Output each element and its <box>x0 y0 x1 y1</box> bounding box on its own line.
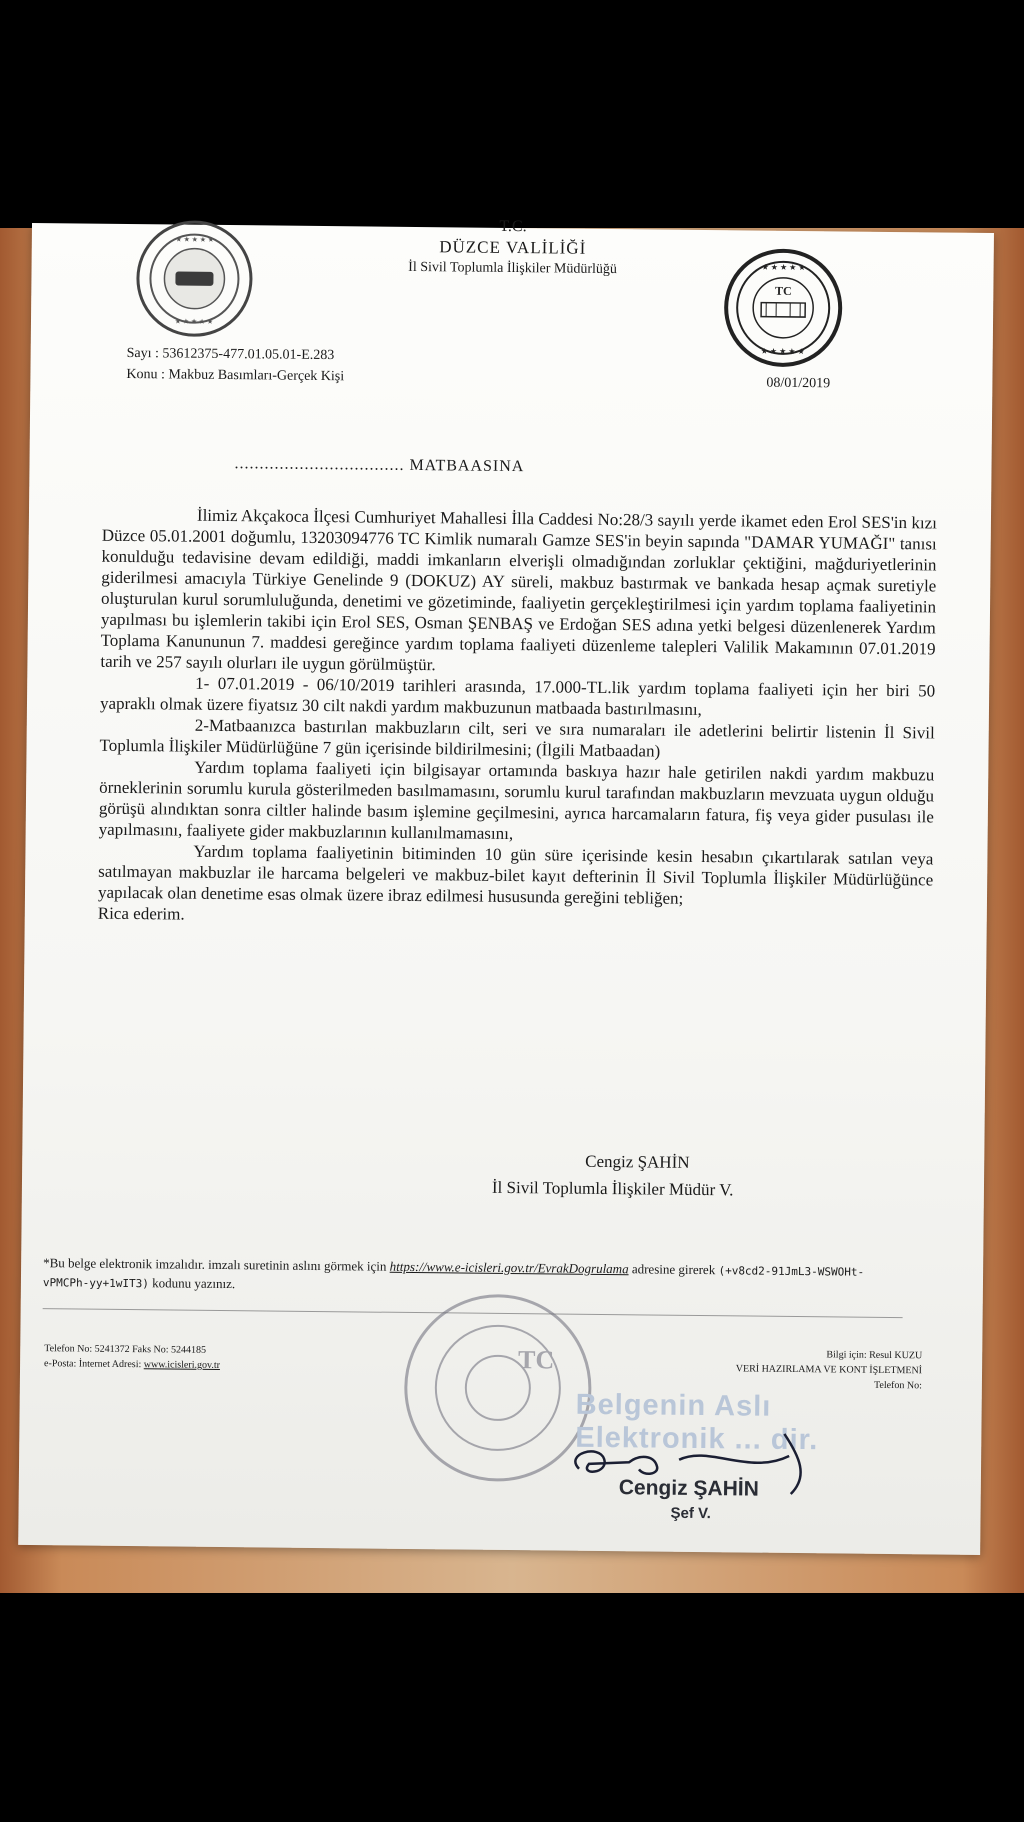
document-page <box>18 217 994 1555</box>
seal-text: TC <box>774 283 792 298</box>
subject-line: Konu : Makbuz Basımları-Gerçek Kişi <box>126 366 345 385</box>
footnote-suffix: kodunu yazınız. <box>148 1275 236 1292</box>
info-person: Bilgi için: Resul KUZU <box>826 1349 923 1362</box>
info-contact <box>640 1345 922 1393</box>
original-copy-stamp-line2: Elektronik ... dir. <box>575 1421 819 1457</box>
body-paragraph: Yardım toplama faaliyeti için bilgisayar ortamında baskıya hazır hale getirilen nakdi yardım makbuzu örneklerinin sorumlu kurula gösterilmeden basılmamasını, sorumlu kurul tarafından makbuzların mevzuata uygun olduğu görüşü alındıktan sonra ciltler halinde basım işlemine geçilmesini, ayrıca harcamaların fatura, fiş veya gider pusulası ile yapılmasını, faaliyete gider makbuzlarının kullanılmamasını, <box>98 757 935 844</box>
signatory-title: İl Sivil Toplumla İlişkiler Müdür V. <box>491 1177 734 1200</box>
closing-line: Rica ederim. <box>97 903 185 924</box>
letter-body <box>98 504 937 933</box>
stamp-officer-title: Şef V. <box>670 1504 711 1523</box>
header-country: T.C. <box>499 217 527 236</box>
footnote-prefix: *Bu belge elektronik imzalıdır. imzalı suretinin aslını görmek için <box>43 1255 390 1274</box>
signatory-name: Cengiz ŞAHİN <box>585 1151 690 1172</box>
email-web <box>44 1356 220 1373</box>
body-paragraph: Yardım toplama faaliyetinin bitiminden 10 gün süre içerisinde kesin hesabın çıkartılarak satılan veya satılmayan makbuzlar ile harcama belgeleri ve makbuz-bilet kayıt defterinin İl Sivil Toplumla İlişkiler Müdürlüğünce yapılacak olan denetime esas olmak üzere ibraz edilmesi hususunda gereğini tebliğen; <box>97 841 934 908</box>
email-label: e-Posta: İnternet Adresi: <box>44 1358 144 1371</box>
svg-text:★ ★ ★ ★ ★: ★ ★ ★ ★ ★ <box>175 235 215 244</box>
body-paragraph: 1- 07.01.2019 - 06/10/2019 tarihleri arasında, 17.000-TL.lik yardım toplama faaliyeti için her biri 50 yapraklı olmak üzere fiyatsız 30 cilt nakdi yardım makbuzunun matbaada bastırılmasını, <box>99 673 936 720</box>
body-paragraph: İlimiz Akçakoca İlçesi Cumhuriyet Mahallesi İlla Caddesi No:28/3 sayılı yerde ikamet eden Erol SES'in kızı Düzce 05.01.2001 doğumlu, 13203094776 TC Kimlik numaralı Gamze SES'in beyin sapında "DAMAR YUMAĞI" tanısı konulduğu tedavisine devam edildiği, maddi imkanların elverişli olmadığından zorluklar çektiğini, mağduriyetlerinin giderilmesi amacıyla Türkiye Genelinde 9 (DOKUZ) AY süreli, makbuz bastırmak ve bankada hesap açmak suretiyle oluşturulan kurul sorumluluğunda, denetimi ve gözetiminde, faaliyetin gerçekleştirilmesi için yardım toplama faaliyetinin yapılması bu işlemlerin takibi için Erol SES, Osman ŞENBAŞ ve Erdoğan SES adına yetki belgesi düzenlenerek Yardım Toplama Kanununun 7. maddesi gereğince yardım toplama faaliyeti düzenleme talepleri Valilik Makamının 07.01.2019 tarih ve 257 sayılı olurları ile uygun görülmüştür. <box>100 505 938 675</box>
svg-text:★ ★ ★ ★ ★: ★ ★ ★ ★ ★ <box>761 262 806 273</box>
header-governorate: DÜZCE VALİLİĞİ <box>439 237 587 258</box>
reference-number: Sayı : 53612375-477.01.05.01-E.283 <box>126 345 335 364</box>
phone-fax: Telefon No: 5241372 Faks No: 5244185 <box>44 1343 207 1356</box>
svg-text:★ ★ ★ ★ ★: ★ ★ ★ ★ ★ <box>760 346 805 357</box>
document-date: 08/01/2019 <box>766 375 831 392</box>
web-link[interactable]: www.icisleri.gov.tr <box>143 1359 221 1371</box>
verification-link[interactable]: https://www.e-icisleri.gov.tr/EvrakDogrulama <box>389 1258 629 1277</box>
svg-text:TC: TC <box>517 1345 555 1375</box>
verification-code: (+v8cd2-91JmL3-WSWOHt-vPMCPh-yy+1wIT3) <box>42 1264 865 1291</box>
header-unit: İl Sivil Toplumla İlişkiler Müdürlüğü <box>408 259 618 278</box>
stamp-officer-name: Cengiz ŞAHİN <box>618 1476 759 1501</box>
body-paragraph: 2-Matbaanızca bastırılan makbuzların cilt, seri ve sıra numaraları ile adetlerini belirtir listenin İl Sivil Toplumla İlişkiler Müdürlüğüne 7 gün içerisinde bildirilmesini; (İlgili Matbaadan) <box>99 715 935 761</box>
original-copy-stamp-line1: Belgenin Aslı <box>575 1388 772 1423</box>
info-phone: Telefon No: <box>873 1379 922 1392</box>
right-state-seal <box>724 248 843 367</box>
svg-text:★ ★ ★ ★ ★: ★ ★ ★ ★ ★ <box>174 317 214 326</box>
contact-info <box>44 1341 220 1373</box>
footnote-mid: adresine girerek <box>628 1261 719 1278</box>
info-role: VERİ HAZIRLAMA VE KONT İŞLETMENİ <box>735 1363 923 1377</box>
addressee: .................................. MATBAASINA <box>234 455 525 476</box>
